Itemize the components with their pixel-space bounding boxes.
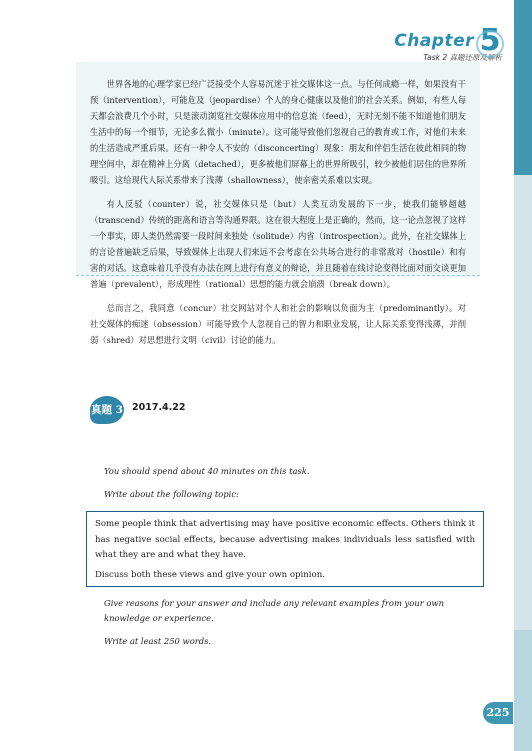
topic-task: Discuss both these views and give your own opinion.: [95, 569, 325, 580]
instruction-time: You should spend about 40 minutes on this task.: [104, 466, 310, 476]
instruction-word-count: Write at least 250 words.: [104, 636, 212, 646]
passage-box: [76, 62, 480, 345]
page-number: 225: [483, 702, 513, 724]
passage-paragraph-1: 世界各地的心理学家已经广泛接受个人容易沉迷于社交媒体这一点。与任何成瘾一样，如果没有干预（intervention），可能危及（jeopardise）个人的身心健康以及他们的社会关系。例如，有些人每天都会浪费几个小时，只是滚动浏览社交媒体应用中的信息流（feed），无时无刻不能不知道他们朋友生活中的每一个细节，无论多么微小（minute）。这可能导致他们忽视自己的教育或工作，对他们未来的生活造成严重后果。还有一种令人不安的（disconcerting）现象：朋友和伴侣生活在彼此相同的物理空间中，却在精神上分离（detached），更多被他们屏幕上的世界所吸引，较少被他们居住的世界所吸引。这给现代人际关系带来了浅薄（shallowness），使亲密关系难以实现。: [90, 79, 466, 185]
question-badge: 真题 3: [90, 396, 124, 424]
after-instructions: [104, 596, 486, 649]
passage-paragraph-2: 有人反驳（counter）说，社交媒体只是（but）人类互动发展的下一步，使我们能够超越（transcend）传统的距离和语言等沟通界限。这在很大程度上是正确的，然而，这一论点忽视了这样一个事实，即人类仍然需要一段时间来独处（solitude）内省（introspection）。此外，在社交媒体上的言论普遍缺乏后果，导致媒体上出现人们来远不会考虑在公共场合进行的非常敌对（hostile）和有害的对话。这意味着几乎没有办法在网上进行有意义的辩论，并且随着在线讨论变得比面对面交谈更加普遍（prevalent），形成理性（rational）思想的能力就会崩溃（break down）。: [90, 199, 466, 289]
chapter-header: [394, 20, 502, 63]
side-tab-bottom: [514, 630, 532, 751]
instruction-reasons: Give reasons for your answer and include any relevant examples from your own knowledge or experience.: [104, 598, 444, 623]
instruction-topic: Write about the following topic:: [104, 489, 239, 499]
passage-paragraph-3: 总而言之，我同意（concur）社交网站对个人和社会的影响以负面为主（predominantly）。对社交媒体的痴迷（obsession）可能导致个人忽视自己的智力和职业发展，让人际关系变得浅薄，并削弱（shred）对思想进行文明（civil）讨论的能力。: [90, 303, 466, 345]
topic-box: [86, 511, 484, 587]
chapter-word: Chapter: [394, 31, 474, 51]
topic-text: Some people think that advertising may have positive economic effects. Others think it has negative social effects, because advertising makes individuals less satisfied with what they are and what they have.: [95, 519, 475, 560]
side-tab: [514, 0, 532, 175]
chapter-number-text: 5: [479, 23, 501, 58]
task-line: Task 2 真题还原及解析: [423, 53, 502, 62]
question-date: 2017.4.22: [132, 402, 186, 413]
chapter-ring-icon: [476, 30, 504, 58]
chapter-number: [478, 24, 502, 58]
